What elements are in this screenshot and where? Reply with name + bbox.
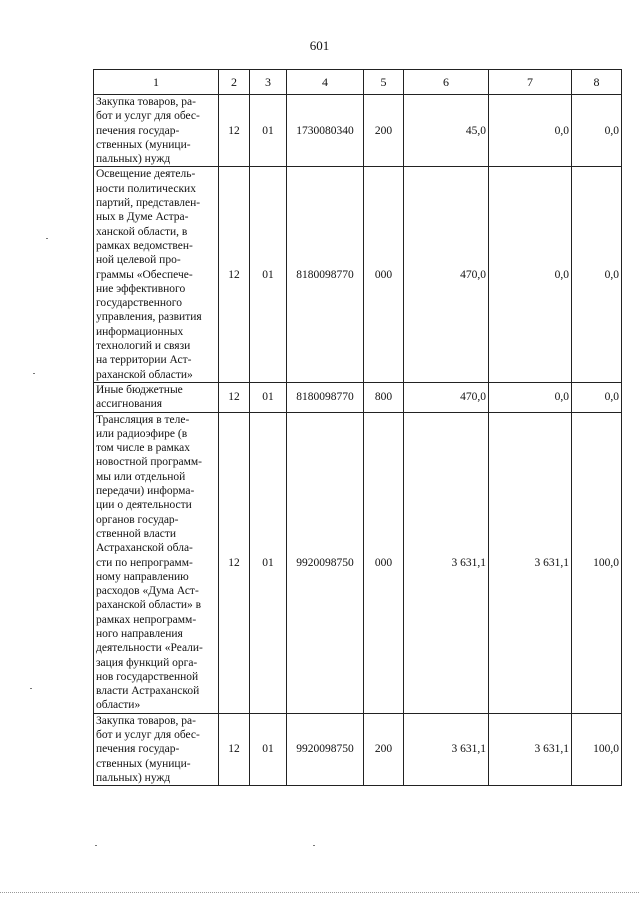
scan-speck <box>30 688 32 689</box>
description-line: пальных) нужд <box>96 771 171 784</box>
cell-description <box>94 95 219 167</box>
table-row <box>94 167 622 382</box>
description-line: бот и услуг для обес- <box>96 729 200 742</box>
description-line: Трансляция в теле- <box>96 413 190 426</box>
scan-speck <box>46 238 48 239</box>
cell-plan-amount: 470,0 <box>404 167 489 382</box>
col-header-3: 3 <box>250 70 287 95</box>
description-line: или радиоэфире (в <box>96 427 188 440</box>
col-header-5: 5 <box>364 70 404 95</box>
cell-percent: 0,0 <box>572 95 622 167</box>
description-line: области» <box>96 699 141 712</box>
cell-expense-type: 200 <box>364 713 404 785</box>
page-number: 601 <box>309 38 330 53</box>
description-line: ных в Думе Астра- <box>96 211 189 224</box>
description-line: бот и услуг для обес- <box>96 110 200 123</box>
description-line: мы или отдельной <box>96 470 186 483</box>
description-line: на территории Аст- <box>96 354 192 367</box>
description-line: партий, представлен- <box>96 197 201 210</box>
cell-description <box>94 412 219 713</box>
description-line: органов государ- <box>96 513 179 526</box>
description-line: ханской области, в <box>96 225 188 238</box>
description-line: зация функций орга- <box>96 656 198 669</box>
table-row <box>94 382 622 412</box>
cell-plan-amount: 45,0 <box>404 95 489 167</box>
description-line: печения государ- <box>96 743 180 756</box>
table-body <box>94 95 622 786</box>
cell-subsection: 01 <box>250 95 287 167</box>
cell-description <box>94 167 219 382</box>
cell-expense-type: 000 <box>364 167 404 382</box>
cell-subsection: 01 <box>250 382 287 412</box>
cell-percent: 0,0 <box>572 382 622 412</box>
cell-description <box>94 713 219 785</box>
cell-expense-type: 200 <box>364 95 404 167</box>
cell-target-article: 1730080340 <box>287 95 364 167</box>
cell-section: 12 <box>219 382 250 412</box>
scan-speck <box>33 373 35 374</box>
description-line: передачи) информа- <box>96 485 195 498</box>
col-header-2: 2 <box>219 70 250 95</box>
cell-section: 12 <box>219 167 250 382</box>
cell-executed-amount: 3 631,1 <box>489 412 572 713</box>
description-line: раханской области» в <box>96 599 202 612</box>
description-line: ного направления <box>96 627 183 640</box>
description-line: Астраханской обла- <box>96 542 193 555</box>
description-line: власти Астраханской <box>96 685 200 698</box>
cell-subsection: 01 <box>250 713 287 785</box>
col-header-8: 8 <box>572 70 622 95</box>
description-line: ственной власти <box>96 527 177 540</box>
scan-speck <box>95 845 97 846</box>
cell-executed-amount: 0,0 <box>489 167 572 382</box>
description-line: том числе в рамках <box>96 442 191 455</box>
cell-plan-amount: 470,0 <box>404 382 489 412</box>
description-line: ному направлению <box>96 570 189 583</box>
description-line: Закупка товаров, ра- <box>96 96 196 108</box>
header-row <box>94 70 622 95</box>
description-line: нов государственной <box>96 670 199 683</box>
col-header-1: 1 <box>94 70 219 95</box>
cell-executed-amount: 0,0 <box>489 95 572 167</box>
cell-target-article: 8180098770 <box>287 382 364 412</box>
description-line: граммы «Обеспече- <box>96 268 193 281</box>
description-line: ственных (муници- <box>96 757 191 770</box>
cell-target-article: 8180098770 <box>287 167 364 382</box>
description-line: расходов «Дума Аст- <box>96 585 199 598</box>
page-bottom-edge <box>0 892 639 893</box>
cell-percent: 100,0 <box>572 713 622 785</box>
description-line: ственных (муници- <box>96 138 191 151</box>
description-line: рамках непрограмм- <box>96 613 197 626</box>
col-header-6: 6 <box>404 70 489 95</box>
cell-target-article: 9920098750 <box>287 412 364 713</box>
cell-target-article: 9920098750 <box>287 713 364 785</box>
description-line: рамках ведомствен- <box>96 239 193 252</box>
description-line: ции о деятельности <box>96 499 192 512</box>
cell-executed-amount: 0,0 <box>489 382 572 412</box>
budget-table <box>93 69 622 786</box>
cell-subsection: 01 <box>250 167 287 382</box>
description-line: ассигнования <box>96 398 163 411</box>
cell-section: 12 <box>219 713 250 785</box>
description-line: Иные бюджетные <box>96 383 183 396</box>
cell-plan-amount: 3 631,1 <box>404 713 489 785</box>
description-line: информационных <box>96 325 184 338</box>
scan-speck <box>313 845 315 846</box>
description-line: ной целевой про- <box>96 254 181 267</box>
cell-description <box>94 382 219 412</box>
description-line: Освещение деятель- <box>96 168 196 181</box>
cell-percent: 100,0 <box>572 412 622 713</box>
cell-expense-type: 000 <box>364 412 404 713</box>
cell-percent: 0,0 <box>572 167 622 382</box>
cell-subsection: 01 <box>250 412 287 713</box>
description-line: пальных) нужд <box>96 153 171 166</box>
description-line: Закупка товаров, ра- <box>96 714 196 727</box>
description-line: управления, развития <box>96 311 202 324</box>
description-line: сти по непрограмм- <box>96 556 193 569</box>
description-line: раханской области» <box>96 368 193 381</box>
cell-executed-amount: 3 631,1 <box>489 713 572 785</box>
cell-section: 12 <box>219 95 250 167</box>
description-line: технологий и связи <box>96 340 191 353</box>
description-line: печения государ- <box>96 124 180 137</box>
cell-plan-amount: 3 631,1 <box>404 412 489 713</box>
description-line: ние эффективного <box>96 282 186 295</box>
col-header-4: 4 <box>287 70 364 95</box>
description-line: деятельности «Реали- <box>96 642 203 655</box>
cell-section: 12 <box>219 412 250 713</box>
table-row <box>94 713 622 785</box>
table-row <box>94 95 622 167</box>
cell-expense-type: 800 <box>364 382 404 412</box>
description-line: новостной программ- <box>96 456 202 469</box>
col-header-7: 7 <box>489 70 572 95</box>
description-line: государственного <box>96 297 182 310</box>
description-line: ности политических <box>96 182 196 195</box>
table-row <box>94 412 622 713</box>
